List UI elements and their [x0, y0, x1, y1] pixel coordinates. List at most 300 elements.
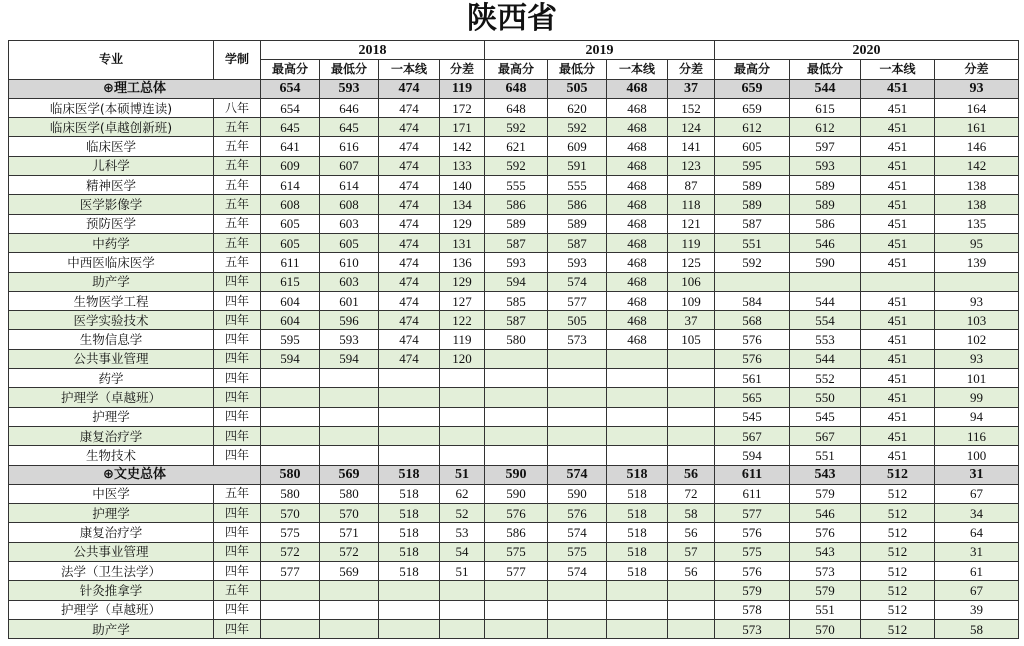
score-cell: 512: [861, 619, 935, 638]
header-year-2018: 2018: [261, 41, 485, 60]
score-cell: 171: [440, 118, 485, 137]
score-cell: 468: [607, 233, 668, 252]
score-cell: 590: [548, 484, 607, 503]
duration-cell: 五年: [214, 233, 261, 252]
score-cell: [485, 600, 548, 619]
score-cell: 611: [261, 253, 320, 272]
major-cell: 临床医学(卓越创新班): [9, 118, 214, 137]
score-cell: 451: [861, 233, 935, 252]
duration-cell: 五年: [214, 156, 261, 175]
score-cell: 451: [861, 291, 935, 310]
score-cell: 518: [607, 562, 668, 581]
score-cell: 659: [715, 98, 790, 117]
score-cell: [261, 369, 320, 388]
score-cell: 572: [320, 542, 379, 561]
score-cell: 607: [320, 156, 379, 175]
score-cell: 576: [715, 349, 790, 368]
score-cell: 518: [607, 465, 668, 484]
major-cell: 生物医学工程: [9, 291, 214, 310]
score-cell: 575: [715, 542, 790, 561]
score-cell: 574: [548, 465, 607, 484]
score-cell: 590: [485, 484, 548, 503]
score-cell: 474: [379, 233, 440, 252]
score-cell: 601: [320, 291, 379, 310]
score-cell: 574: [548, 562, 607, 581]
major-cell: 中西医临床医学: [9, 253, 214, 272]
score-cell: 646: [320, 98, 379, 117]
score-cell: 574: [548, 272, 607, 291]
major-cell: 护理学: [9, 504, 214, 523]
score-cell: 614: [320, 176, 379, 195]
score-cell: 546: [790, 504, 861, 523]
score-cell: 593: [485, 253, 548, 272]
duration-cell: 四年: [214, 542, 261, 561]
score-cell: [320, 388, 379, 407]
score-cell: [261, 407, 320, 426]
score-cell: 101: [935, 369, 1019, 388]
score-cell: [379, 600, 440, 619]
major-cell: 生物信息学: [9, 330, 214, 349]
score-cell: 589: [548, 214, 607, 233]
duration-cell: 四年: [214, 272, 261, 291]
score-cell: 468: [607, 253, 668, 272]
header-diff: 分差: [668, 60, 715, 79]
header-min: 最低分: [320, 60, 379, 79]
score-cell: 554: [790, 311, 861, 330]
score-cell: 612: [790, 118, 861, 137]
duration-cell: 四年: [214, 407, 261, 426]
score-cell: 577: [261, 562, 320, 581]
score-cell: 605: [320, 233, 379, 252]
score-cell: 586: [790, 214, 861, 233]
score-cell: 58: [935, 619, 1019, 638]
score-cell: 164: [935, 98, 1019, 117]
score-cell: 577: [548, 291, 607, 310]
score-cell: 580: [261, 465, 320, 484]
duration-cell: 五年: [214, 118, 261, 137]
score-cell: 591: [548, 156, 607, 175]
duration-cell: 四年: [214, 388, 261, 407]
score-cell: [607, 619, 668, 638]
score-cell: 586: [548, 195, 607, 214]
score-cell: 654: [261, 79, 320, 98]
score-cell: [548, 407, 607, 426]
score-cell: 589: [790, 195, 861, 214]
table-row: [9, 118, 1019, 137]
table-row: [9, 562, 1019, 581]
score-cell: 34: [935, 504, 1019, 523]
score-cell: 577: [485, 562, 548, 581]
major-cell: 护理学（卓越班）: [9, 600, 214, 619]
score-cell: 451: [861, 369, 935, 388]
score-cell: 61: [935, 562, 1019, 581]
major-cell: 护理学（卓越班）: [9, 388, 214, 407]
score-cell: [485, 388, 548, 407]
score-cell: [935, 272, 1019, 291]
score-cell: 645: [320, 118, 379, 137]
major-cell: 医学影像学: [9, 195, 214, 214]
table-row: [9, 542, 1019, 561]
score-cell: 64: [935, 523, 1019, 542]
header-major: 专业: [9, 41, 214, 80]
score-cell: 474: [379, 253, 440, 272]
score-cell: 54: [440, 542, 485, 561]
score-cell: 572: [261, 542, 320, 561]
score-cell: 518: [379, 542, 440, 561]
score-cell: 451: [861, 330, 935, 349]
score-cell: 56: [668, 465, 715, 484]
score-cell: [440, 388, 485, 407]
score-cell: 52: [440, 504, 485, 523]
score-cell: 604: [261, 311, 320, 330]
score-cell: 585: [485, 291, 548, 310]
score-cell: 451: [861, 446, 935, 465]
major-cell: 临床医学: [9, 137, 214, 156]
score-cell: 575: [548, 542, 607, 561]
duration-cell: 四年: [214, 523, 261, 542]
score-cell: 62: [440, 484, 485, 503]
major-cell: 针灸推拿学: [9, 581, 214, 600]
score-cell: 518: [379, 484, 440, 503]
score-cell: [668, 388, 715, 407]
score-cell: [261, 388, 320, 407]
score-cell: 119: [440, 79, 485, 98]
duration-cell: 五年: [214, 176, 261, 195]
score-cell: 37: [668, 311, 715, 330]
score-cell: 555: [548, 176, 607, 195]
score-cell: 99: [935, 388, 1019, 407]
score-cell: 579: [790, 581, 861, 600]
score-cell: 468: [607, 118, 668, 137]
score-cell: 468: [607, 98, 668, 117]
header-line: 一本线: [861, 60, 935, 79]
duration-cell: 八年: [214, 98, 261, 117]
header-diff: 分差: [440, 60, 485, 79]
score-cell: 51: [440, 465, 485, 484]
duration-cell: 四年: [214, 311, 261, 330]
score-cell: 451: [861, 137, 935, 156]
score-cell: 122: [440, 311, 485, 330]
score-cell: 553: [790, 330, 861, 349]
score-cell: 474: [379, 195, 440, 214]
score-cell: 543: [790, 542, 861, 561]
score-cell: 590: [485, 465, 548, 484]
score-cell: 608: [261, 195, 320, 214]
score-cell: 53: [440, 523, 485, 542]
score-cell: 621: [485, 137, 548, 156]
table-row: [9, 98, 1019, 117]
score-cell: 595: [261, 330, 320, 349]
score-cell: 592: [548, 118, 607, 137]
score-table: [8, 40, 1019, 639]
score-cell: 546: [790, 233, 861, 252]
score-cell: 56: [668, 523, 715, 542]
score-cell: 612: [715, 118, 790, 137]
duration-cell: 五年: [214, 195, 261, 214]
major-cell: 康复治疗学: [9, 523, 214, 542]
score-cell: 474: [379, 176, 440, 195]
score-cell: [607, 446, 668, 465]
duration-cell: 四年: [214, 349, 261, 368]
score-cell: 610: [320, 253, 379, 272]
score-cell: 451: [861, 407, 935, 426]
header-year-2019: 2019: [485, 41, 715, 60]
score-cell: 576: [790, 523, 861, 542]
major-cell: 康复治疗学: [9, 426, 214, 445]
score-cell: 565: [715, 388, 790, 407]
score-cell: 58: [668, 504, 715, 523]
score-cell: 451: [861, 349, 935, 368]
score-cell: 586: [485, 523, 548, 542]
score-cell: 474: [379, 330, 440, 349]
score-cell: [668, 446, 715, 465]
score-cell: [379, 388, 440, 407]
score-cell: 594: [320, 349, 379, 368]
header-line: 一本线: [607, 60, 668, 79]
score-cell: 142: [440, 137, 485, 156]
score-cell: [668, 349, 715, 368]
major-cell: 精神医学: [9, 176, 214, 195]
score-cell: 587: [485, 233, 548, 252]
score-cell: [261, 446, 320, 465]
score-cell: 551: [715, 233, 790, 252]
duration-cell: 五年: [214, 253, 261, 272]
score-cell: 573: [548, 330, 607, 349]
score-cell: 146: [935, 137, 1019, 156]
score-cell: 584: [715, 291, 790, 310]
score-cell: 569: [320, 562, 379, 581]
score-cell: 518: [379, 562, 440, 581]
score-cell: [320, 426, 379, 445]
score-cell: [548, 446, 607, 465]
score-cell: 576: [548, 504, 607, 523]
score-cell: 451: [861, 176, 935, 195]
score-cell: [607, 349, 668, 368]
major-cell: 护理学: [9, 407, 214, 426]
major-cell: 临床医学(本硕博连读): [9, 98, 214, 117]
score-cell: 576: [485, 504, 548, 523]
duration-cell: 四年: [214, 562, 261, 581]
duration-cell: 四年: [214, 600, 261, 619]
score-cell: 567: [790, 426, 861, 445]
score-cell: 570: [261, 504, 320, 523]
score-cell: 87: [668, 176, 715, 195]
score-cell: 575: [261, 523, 320, 542]
score-cell: [607, 369, 668, 388]
score-cell: [548, 349, 607, 368]
score-cell: 468: [607, 272, 668, 291]
score-cell: 118: [668, 195, 715, 214]
score-cell: 589: [485, 214, 548, 233]
score-cell: 615: [261, 272, 320, 291]
major-cell: 生物技术: [9, 446, 214, 465]
score-cell: 590: [790, 253, 861, 272]
score-cell: [320, 581, 379, 600]
score-cell: 614: [261, 176, 320, 195]
score-cell: 518: [607, 504, 668, 523]
score-cell: 105: [668, 330, 715, 349]
table-row: [9, 504, 1019, 523]
major-cell: 儿科学: [9, 156, 214, 175]
score-cell: 512: [861, 542, 935, 561]
score-cell: 127: [440, 291, 485, 310]
score-cell: 544: [790, 349, 861, 368]
score-cell: 51: [440, 562, 485, 581]
score-cell: 550: [790, 388, 861, 407]
score-cell: 586: [485, 195, 548, 214]
score-cell: [379, 369, 440, 388]
table-row: [9, 272, 1019, 291]
score-cell: 468: [607, 195, 668, 214]
major-cell: 中药学: [9, 233, 214, 252]
score-cell: 577: [715, 504, 790, 523]
score-cell: 603: [320, 272, 379, 291]
score-cell: 568: [715, 311, 790, 330]
score-cell: [668, 369, 715, 388]
score-cell: 31: [935, 465, 1019, 484]
duration-cell: 五年: [214, 137, 261, 156]
score-cell: 567: [715, 426, 790, 445]
score-cell: 119: [440, 330, 485, 349]
table-row: [9, 581, 1019, 600]
score-cell: 125: [668, 253, 715, 272]
score-cell: [607, 426, 668, 445]
score-cell: 474: [379, 349, 440, 368]
score-cell: 594: [485, 272, 548, 291]
table-body: [9, 79, 1019, 639]
score-cell: 615: [790, 98, 861, 117]
score-cell: 474: [379, 79, 440, 98]
score-cell: 593: [320, 79, 379, 98]
score-cell: 561: [715, 369, 790, 388]
score-cell: 551: [790, 446, 861, 465]
score-cell: 451: [861, 253, 935, 272]
score-cell: 172: [440, 98, 485, 117]
score-cell: 555: [485, 176, 548, 195]
score-cell: 135: [935, 214, 1019, 233]
table-row: [9, 195, 1019, 214]
score-cell: 605: [715, 137, 790, 156]
score-cell: [379, 581, 440, 600]
score-cell: 576: [715, 562, 790, 581]
score-cell: 161: [935, 118, 1019, 137]
score-cell: 597: [790, 137, 861, 156]
score-cell: 592: [485, 156, 548, 175]
header-duration: 学制: [214, 41, 261, 80]
score-cell: 93: [935, 79, 1019, 98]
duration-cell: 四年: [214, 426, 261, 445]
score-cell: [485, 426, 548, 445]
score-cell: 573: [715, 619, 790, 638]
score-cell: [485, 581, 548, 600]
score-cell: [440, 446, 485, 465]
score-cell: 31: [935, 542, 1019, 561]
header-diff: 分差: [935, 60, 1019, 79]
score-cell: 544: [790, 79, 861, 98]
score-cell: 620: [548, 98, 607, 117]
score-cell: 451: [861, 156, 935, 175]
score-cell: [320, 619, 379, 638]
score-cell: 67: [935, 484, 1019, 503]
score-cell: 116: [935, 426, 1019, 445]
score-cell: 468: [607, 214, 668, 233]
score-cell: 93: [935, 349, 1019, 368]
table-row: [9, 446, 1019, 465]
total-label: ⊕文史总体: [9, 465, 261, 484]
score-cell: 605: [261, 233, 320, 252]
score-cell: 468: [607, 137, 668, 156]
header-min: 最低分: [790, 60, 861, 79]
score-cell: [440, 619, 485, 638]
score-cell: 37: [668, 79, 715, 98]
score-cell: 72: [668, 484, 715, 503]
score-cell: 451: [861, 388, 935, 407]
score-cell: 512: [861, 484, 935, 503]
score-cell: [379, 446, 440, 465]
score-cell: 152: [668, 98, 715, 117]
score-cell: [607, 581, 668, 600]
duration-cell: 五年: [214, 484, 261, 503]
table-row: [9, 484, 1019, 503]
score-cell: 570: [320, 504, 379, 523]
score-cell: 512: [861, 523, 935, 542]
score-cell: [485, 619, 548, 638]
score-cell: [607, 388, 668, 407]
score-cell: 570: [790, 619, 861, 638]
score-cell: 587: [715, 214, 790, 233]
duration-cell: 四年: [214, 369, 261, 388]
score-cell: [607, 407, 668, 426]
table-row: [9, 233, 1019, 252]
score-cell: 579: [715, 581, 790, 600]
score-cell: 474: [379, 214, 440, 233]
score-cell: 648: [485, 98, 548, 117]
score-cell: [790, 272, 861, 291]
score-cell: 142: [935, 156, 1019, 175]
score-cell: 136: [440, 253, 485, 272]
score-cell: 544: [790, 291, 861, 310]
score-cell: [261, 426, 320, 445]
score-cell: 518: [379, 465, 440, 484]
score-cell: 93: [935, 291, 1019, 310]
table-row: [9, 426, 1019, 445]
score-cell: [548, 388, 607, 407]
score-cell: 124: [668, 118, 715, 137]
major-cell: 预防医学: [9, 214, 214, 233]
score-cell: 512: [861, 465, 935, 484]
table-row: [9, 137, 1019, 156]
score-cell: [379, 619, 440, 638]
score-cell: 139: [935, 253, 1019, 272]
score-cell: 67: [935, 581, 1019, 600]
major-cell: 中医学: [9, 484, 214, 503]
score-cell: 100: [935, 446, 1019, 465]
score-cell: 587: [548, 233, 607, 252]
score-cell: 106: [668, 272, 715, 291]
table-row: [9, 253, 1019, 272]
major-cell: 助产学: [9, 272, 214, 291]
score-cell: 512: [861, 600, 935, 619]
header-max: 最高分: [715, 60, 790, 79]
score-cell: 574: [548, 523, 607, 542]
score-cell: 138: [935, 176, 1019, 195]
score-cell: [548, 581, 607, 600]
score-cell: 575: [485, 542, 548, 561]
score-cell: 573: [790, 562, 861, 581]
score-cell: 123: [668, 156, 715, 175]
score-cell: 474: [379, 311, 440, 330]
score-cell: 57: [668, 542, 715, 561]
